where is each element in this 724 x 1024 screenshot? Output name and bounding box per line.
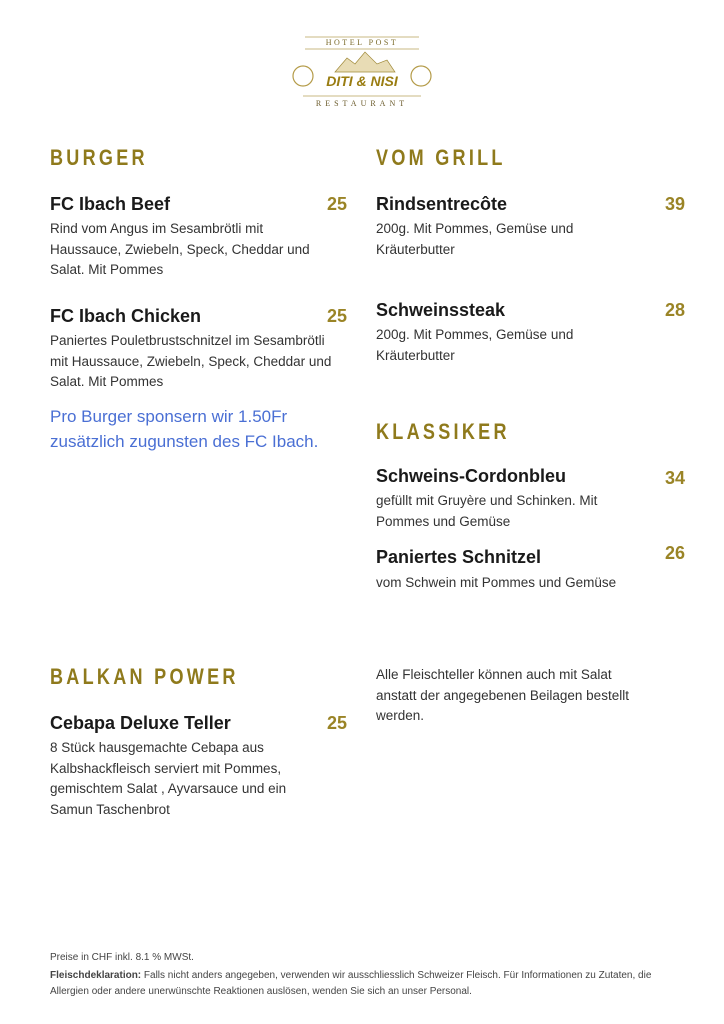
item-title: Schweins-Cordonbleu	[376, 466, 567, 486]
item-title: FC Ibach Chicken	[50, 306, 202, 326]
section-heading-grill: VOM GRILL	[376, 145, 506, 170]
price-note: Preise in CHF inkl. 8.1 % MWSt.	[50, 952, 194, 963]
item-description: gefüllt mit Gruyère und Schinken. Mit Pommes und Gemüse	[376, 493, 598, 529]
logo-name: DITI & NISI	[326, 73, 398, 89]
declaration-label: Fleischdeklaration:	[50, 970, 142, 981]
section-heading-balkan: BALKAN POWER	[50, 664, 239, 689]
item-price: 25	[326, 194, 347, 214]
item-description: vom Schwein mit Pommes und Gemüse	[376, 575, 617, 590]
item-description: 200g. Mit Pommes, Gemüse und Kräuterbutter	[376, 221, 574, 257]
item-price: 25	[326, 306, 347, 326]
item-price: 26	[664, 543, 685, 563]
item-price: 28	[664, 300, 685, 320]
item-title: Cebapa Deluxe Teller	[50, 713, 231, 733]
logo-bottom-text: RESTAURANT	[315, 99, 409, 108]
item-title: Paniertes Schnitzel	[376, 547, 542, 567]
restaurant-logo	[285, 34, 439, 110]
item-description: 8 Stück hausgemachte Cebapa aus Kalbshackfleisch serviert mit Pommes, gemischtem Salat , Ayvarsauce und ein Samun Taschenbrot	[50, 740, 287, 817]
item-description: Paniertes Pouletbrustschnitzel im Sesambrötli mit Haussauce, Zwiebeln, Speck, Cheddar und Salat. Mit Pommes	[50, 333, 332, 389]
side-dish-note: Alle Fleischteller können auch mit Salat anstatt der angegebenen Beilagen bestellt werden.	[376, 667, 629, 723]
item-description: 200g. Mit Pommes, Gemüse und Kräuterbutter	[376, 327, 574, 363]
section-heading-burger: BURGER	[50, 145, 148, 170]
meat-declaration	[50, 968, 690, 1000]
item-title: Rindsentrecôte	[376, 194, 508, 214]
sponsor-note: Pro Burger sponsern wir 1.50Fr zusätzlich zugunsten des FC Ibach.	[50, 407, 319, 451]
section-heading-klassiker: KLASSIKER	[376, 419, 510, 444]
logo-top-text: HOTEL POST	[325, 38, 399, 47]
declaration-text: Falls nicht anders angegeben, verwenden wir ausschliesslich Schweizer Fleisch. Für Informationen zu Zutaten, die Allergien oder andere unerwünschte Reaktionen auslösen, wenden Sie sich an unser Personal.	[50, 970, 652, 997]
item-price: 34	[664, 468, 685, 488]
item-title: Schweinssteak	[376, 300, 506, 320]
item-title: FC Ibach Beef	[50, 194, 171, 214]
item-description: Rind vom Angus im Sesambrötli mit Haussauce, Zwiebeln, Speck, Cheddar und Salat. Mit Pommes	[50, 221, 310, 277]
item-price: 39	[664, 194, 685, 214]
item-price: 25	[326, 713, 347, 733]
